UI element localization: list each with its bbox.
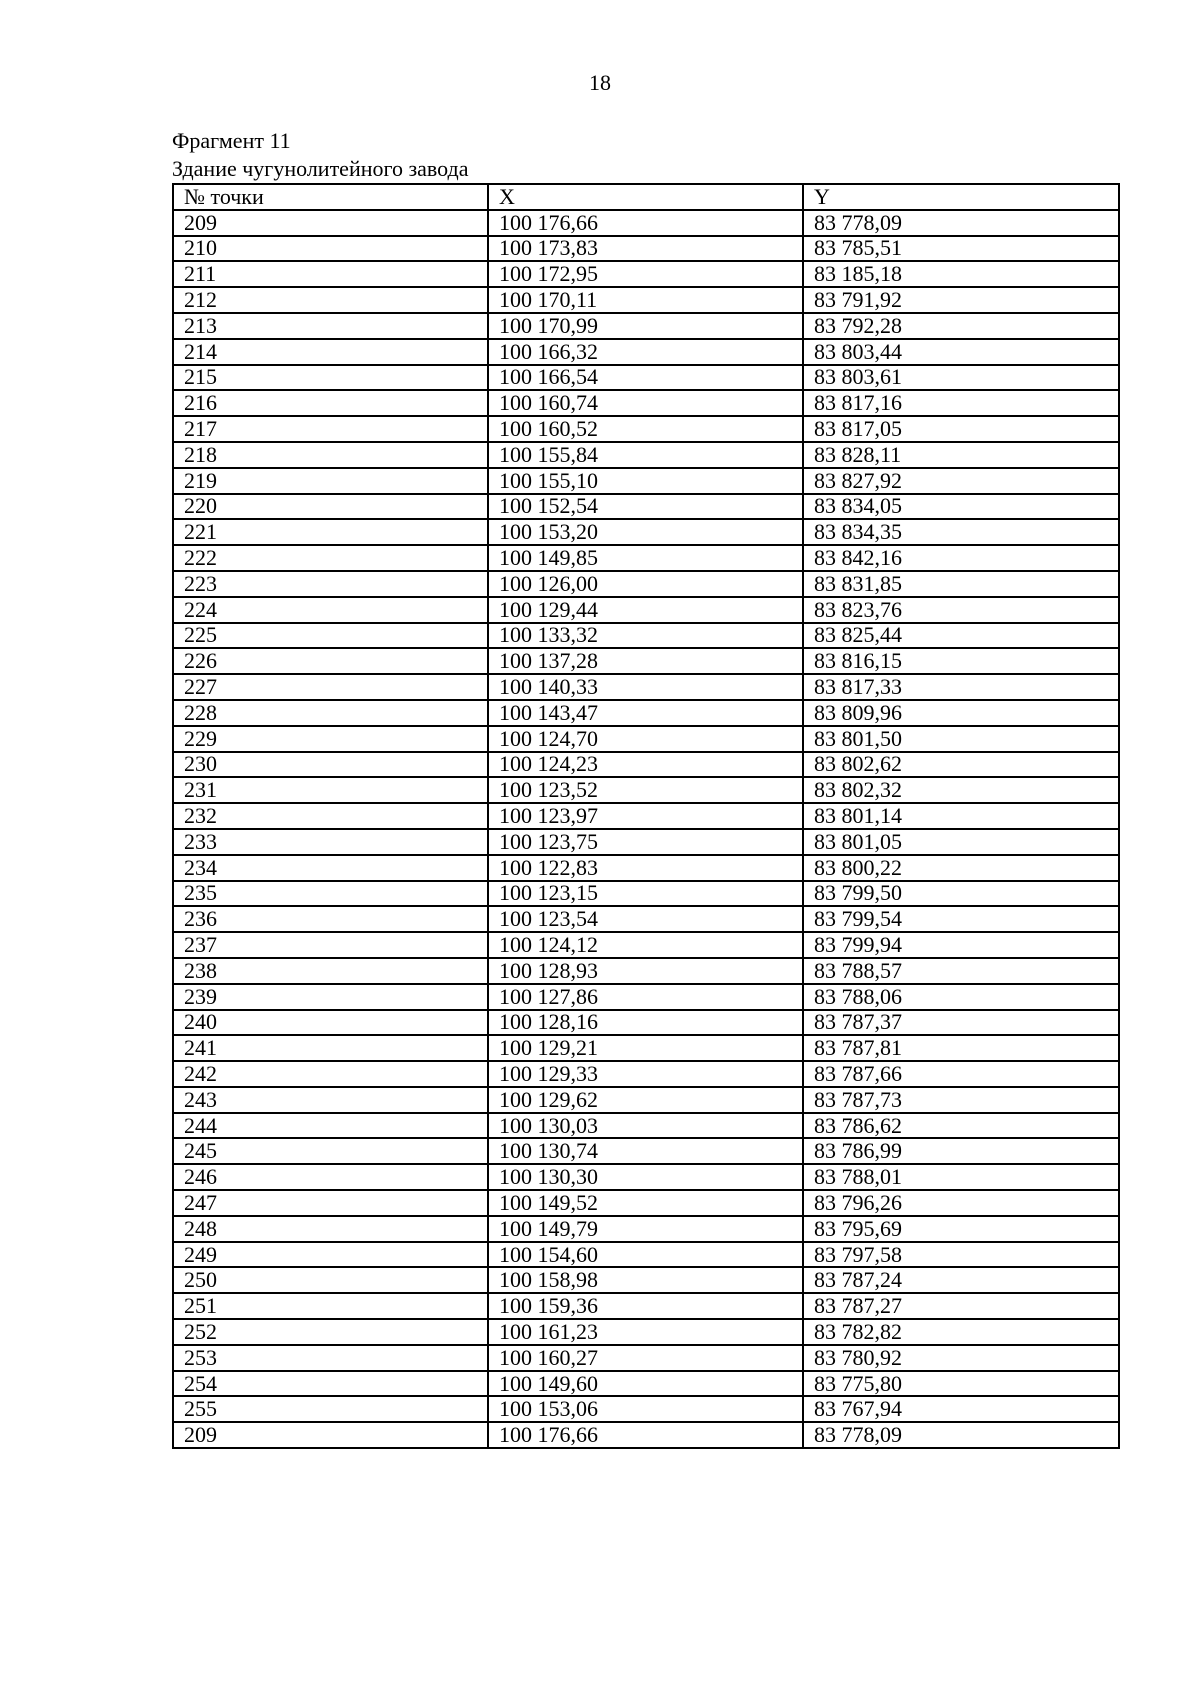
table-row xyxy=(173,313,1119,339)
cell-point-number: 243 xyxy=(173,1087,488,1113)
table-row xyxy=(173,906,1119,932)
cell-x: 100 123,52 xyxy=(488,777,803,803)
cell-point-number: 235 xyxy=(173,881,488,907)
cell-x: 100 160,27 xyxy=(488,1345,803,1371)
cell-y: 83 809,96 xyxy=(803,700,1119,726)
cell-y: 83 185,18 xyxy=(803,261,1119,287)
cell-x: 100 172,95 xyxy=(488,261,803,287)
cell-x: 100 155,10 xyxy=(488,468,803,494)
page-number: 18 xyxy=(589,70,611,95)
table-row xyxy=(173,1087,1119,1113)
cell-point-number: 234 xyxy=(173,855,488,881)
table-header-row xyxy=(173,184,1119,210)
cell-y: 83 817,33 xyxy=(803,674,1119,700)
table-row xyxy=(173,700,1119,726)
cell-point-number: 220 xyxy=(173,494,488,520)
cell-x: 100 129,21 xyxy=(488,1035,803,1061)
table-row xyxy=(173,442,1119,468)
table-row xyxy=(173,881,1119,907)
cell-point-number: 254 xyxy=(173,1371,488,1397)
cell-y: 83 787,81 xyxy=(803,1035,1119,1061)
cell-point-number: 230 xyxy=(173,752,488,778)
cell-y: 83 795,69 xyxy=(803,1216,1119,1242)
table-row xyxy=(173,494,1119,520)
cell-y: 83 786,62 xyxy=(803,1113,1119,1139)
table-row xyxy=(173,752,1119,778)
cell-x: 100 123,97 xyxy=(488,803,803,829)
cell-x: 100 160,74 xyxy=(488,390,803,416)
cell-x: 100 159,36 xyxy=(488,1293,803,1319)
cell-point-number: 251 xyxy=(173,1293,488,1319)
cell-point-number: 211 xyxy=(173,261,488,287)
cell-y: 83 787,73 xyxy=(803,1087,1119,1113)
coordinates-table xyxy=(172,183,1120,1449)
cell-point-number: 248 xyxy=(173,1216,488,1242)
cell-y: 83 788,57 xyxy=(803,958,1119,984)
table-row xyxy=(173,674,1119,700)
cell-point-number: 252 xyxy=(173,1319,488,1345)
cell-point-number: 221 xyxy=(173,519,488,545)
cell-x: 100 129,33 xyxy=(488,1061,803,1087)
table-row xyxy=(173,1010,1119,1036)
cell-point-number: 215 xyxy=(173,365,488,391)
cell-x: 100 166,54 xyxy=(488,365,803,391)
cell-x: 100 176,66 xyxy=(488,1422,803,1448)
fragment-title: Фрагмент 11 xyxy=(172,128,291,153)
cell-x: 100 176,66 xyxy=(488,210,803,236)
cell-y: 83 827,92 xyxy=(803,468,1119,494)
cell-point-number: 219 xyxy=(173,468,488,494)
cell-point-number: 245 xyxy=(173,1138,488,1164)
cell-point-number: 232 xyxy=(173,803,488,829)
cell-point-number: 222 xyxy=(173,545,488,571)
cell-y: 83 787,37 xyxy=(803,1010,1119,1036)
cell-point-number: 229 xyxy=(173,726,488,752)
cell-point-number: 239 xyxy=(173,984,488,1010)
cell-point-number: 233 xyxy=(173,829,488,855)
table-row xyxy=(173,803,1119,829)
cell-point-number: 242 xyxy=(173,1061,488,1087)
cell-y: 83 775,80 xyxy=(803,1371,1119,1397)
table-row xyxy=(173,468,1119,494)
table-row xyxy=(173,1113,1119,1139)
cell-point-number: 226 xyxy=(173,648,488,674)
cell-x: 100 153,06 xyxy=(488,1396,803,1422)
cell-y: 83 782,82 xyxy=(803,1319,1119,1345)
cell-y: 83 799,94 xyxy=(803,932,1119,958)
cell-point-number: 214 xyxy=(173,339,488,365)
cell-x: 100 143,47 xyxy=(488,700,803,726)
cell-y: 83 823,76 xyxy=(803,597,1119,623)
cell-point-number: 236 xyxy=(173,906,488,932)
cell-y: 83 817,16 xyxy=(803,390,1119,416)
cell-x: 100 128,93 xyxy=(488,958,803,984)
table-row xyxy=(173,1061,1119,1087)
cell-x: 100 161,23 xyxy=(488,1319,803,1345)
cell-y: 83 801,50 xyxy=(803,726,1119,752)
cell-x: 100 140,33 xyxy=(488,674,803,700)
table-body xyxy=(173,210,1119,1448)
cell-y: 83 767,94 xyxy=(803,1396,1119,1422)
table-row xyxy=(173,236,1119,262)
cell-point-number: 210 xyxy=(173,236,488,262)
cell-x: 100 124,23 xyxy=(488,752,803,778)
cell-y: 83 778,09 xyxy=(803,1422,1119,1448)
column-header-x: X xyxy=(488,184,803,210)
cell-y: 83 799,54 xyxy=(803,906,1119,932)
cell-y: 83 792,28 xyxy=(803,313,1119,339)
table-row xyxy=(173,1345,1119,1371)
cell-point-number: 250 xyxy=(173,1267,488,1293)
cell-y: 83 796,26 xyxy=(803,1190,1119,1216)
table-row xyxy=(173,855,1119,881)
cell-x: 100 152,54 xyxy=(488,494,803,520)
cell-y: 83 787,27 xyxy=(803,1293,1119,1319)
cell-y: 83 785,51 xyxy=(803,236,1119,262)
cell-x: 100 160,52 xyxy=(488,416,803,442)
cell-y: 83 802,32 xyxy=(803,777,1119,803)
table-row xyxy=(173,1371,1119,1397)
cell-point-number: 227 xyxy=(173,674,488,700)
cell-x: 100 149,85 xyxy=(488,545,803,571)
table-row xyxy=(173,958,1119,984)
table-row xyxy=(173,365,1119,391)
cell-point-number: 225 xyxy=(173,623,488,649)
cell-y: 83 828,11 xyxy=(803,442,1119,468)
table-row xyxy=(173,1216,1119,1242)
cell-x: 100 123,15 xyxy=(488,881,803,907)
cell-y: 83 778,09 xyxy=(803,210,1119,236)
cell-point-number: 249 xyxy=(173,1242,488,1268)
cell-point-number: 213 xyxy=(173,313,488,339)
cell-x: 100 123,54 xyxy=(488,906,803,932)
table-row xyxy=(173,829,1119,855)
table-row xyxy=(173,1319,1119,1345)
cell-x: 100 149,79 xyxy=(488,1216,803,1242)
cell-point-number: 241 xyxy=(173,1035,488,1061)
cell-point-number: 218 xyxy=(173,442,488,468)
cell-point-number: 231 xyxy=(173,777,488,803)
cell-x: 100 158,98 xyxy=(488,1267,803,1293)
cell-point-number: 238 xyxy=(173,958,488,984)
cell-x: 100 129,44 xyxy=(488,597,803,623)
cell-x: 100 166,32 xyxy=(488,339,803,365)
cell-point-number: 253 xyxy=(173,1345,488,1371)
table-row xyxy=(173,597,1119,623)
column-header-y: Y xyxy=(803,184,1119,210)
cell-x: 100 123,75 xyxy=(488,829,803,855)
table-row xyxy=(173,519,1119,545)
cell-y: 83 788,06 xyxy=(803,984,1119,1010)
cell-point-number: 246 xyxy=(173,1164,488,1190)
cell-y: 83 787,66 xyxy=(803,1061,1119,1087)
cell-point-number: 237 xyxy=(173,932,488,958)
table-row xyxy=(173,648,1119,674)
table-row xyxy=(173,1164,1119,1190)
table-row xyxy=(173,416,1119,442)
cell-point-number: 209 xyxy=(173,1422,488,1448)
table-row xyxy=(173,984,1119,1010)
table-row xyxy=(173,261,1119,287)
cell-x: 100 173,83 xyxy=(488,236,803,262)
cell-y: 83 817,05 xyxy=(803,416,1119,442)
cell-x: 100 133,32 xyxy=(488,623,803,649)
cell-y: 83 791,92 xyxy=(803,287,1119,313)
cell-x: 100 129,62 xyxy=(488,1087,803,1113)
table-row xyxy=(173,1422,1119,1448)
cell-point-number: 255 xyxy=(173,1396,488,1422)
table-row xyxy=(173,1396,1119,1422)
table-row xyxy=(173,287,1119,313)
cell-y: 83 780,92 xyxy=(803,1345,1119,1371)
table-row xyxy=(173,1267,1119,1293)
cell-point-number: 244 xyxy=(173,1113,488,1139)
cell-x: 100 122,83 xyxy=(488,855,803,881)
cell-point-number: 247 xyxy=(173,1190,488,1216)
cell-y: 83 801,05 xyxy=(803,829,1119,855)
cell-x: 100 153,20 xyxy=(488,519,803,545)
cell-point-number: 209 xyxy=(173,210,488,236)
cell-point-number: 240 xyxy=(173,1010,488,1036)
cell-y: 83 816,15 xyxy=(803,648,1119,674)
cell-y: 83 799,50 xyxy=(803,881,1119,907)
cell-x: 100 170,11 xyxy=(488,287,803,313)
cell-x: 100 130,03 xyxy=(488,1113,803,1139)
building-title: Здание чугунолитейного завода xyxy=(172,156,469,181)
cell-x: 100 149,60 xyxy=(488,1371,803,1397)
table-row xyxy=(173,1138,1119,1164)
cell-x: 100 127,86 xyxy=(488,984,803,1010)
cell-point-number: 216 xyxy=(173,390,488,416)
table-row xyxy=(173,1035,1119,1061)
cell-y: 83 831,85 xyxy=(803,571,1119,597)
cell-x: 100 128,16 xyxy=(488,1010,803,1036)
cell-y: 83 787,24 xyxy=(803,1267,1119,1293)
table-row xyxy=(173,339,1119,365)
table-row xyxy=(173,623,1119,649)
cell-point-number: 212 xyxy=(173,287,488,313)
cell-point-number: 223 xyxy=(173,571,488,597)
cell-y: 83 842,16 xyxy=(803,545,1119,571)
cell-x: 100 154,60 xyxy=(488,1242,803,1268)
table-row xyxy=(173,1242,1119,1268)
cell-y: 83 801,14 xyxy=(803,803,1119,829)
cell-y: 83 802,62 xyxy=(803,752,1119,778)
cell-y: 83 834,05 xyxy=(803,494,1119,520)
cell-y: 83 803,44 xyxy=(803,339,1119,365)
cell-x: 100 137,28 xyxy=(488,648,803,674)
cell-point-number: 217 xyxy=(173,416,488,442)
cell-y: 83 825,44 xyxy=(803,623,1119,649)
cell-x: 100 155,84 xyxy=(488,442,803,468)
cell-y: 83 800,22 xyxy=(803,855,1119,881)
table-row xyxy=(173,777,1119,803)
table-row xyxy=(173,1190,1119,1216)
table-row xyxy=(173,210,1119,236)
table-row xyxy=(173,932,1119,958)
cell-x: 100 170,99 xyxy=(488,313,803,339)
cell-y: 83 803,61 xyxy=(803,365,1119,391)
cell-y: 83 786,99 xyxy=(803,1138,1119,1164)
cell-point-number: 228 xyxy=(173,700,488,726)
cell-y: 83 834,35 xyxy=(803,519,1119,545)
cell-x: 100 124,70 xyxy=(488,726,803,752)
cell-x: 100 149,52 xyxy=(488,1190,803,1216)
cell-x: 100 124,12 xyxy=(488,932,803,958)
cell-y: 83 797,58 xyxy=(803,1242,1119,1268)
table-row xyxy=(173,726,1119,752)
table-row xyxy=(173,1293,1119,1319)
cell-point-number: 224 xyxy=(173,597,488,623)
cell-y: 83 788,01 xyxy=(803,1164,1119,1190)
table-row xyxy=(173,390,1119,416)
cell-x: 100 126,00 xyxy=(488,571,803,597)
cell-x: 100 130,74 xyxy=(488,1138,803,1164)
table-row xyxy=(173,545,1119,571)
column-header-point-number: № точки xyxy=(173,184,488,210)
cell-x: 100 130,30 xyxy=(488,1164,803,1190)
table-row xyxy=(173,571,1119,597)
